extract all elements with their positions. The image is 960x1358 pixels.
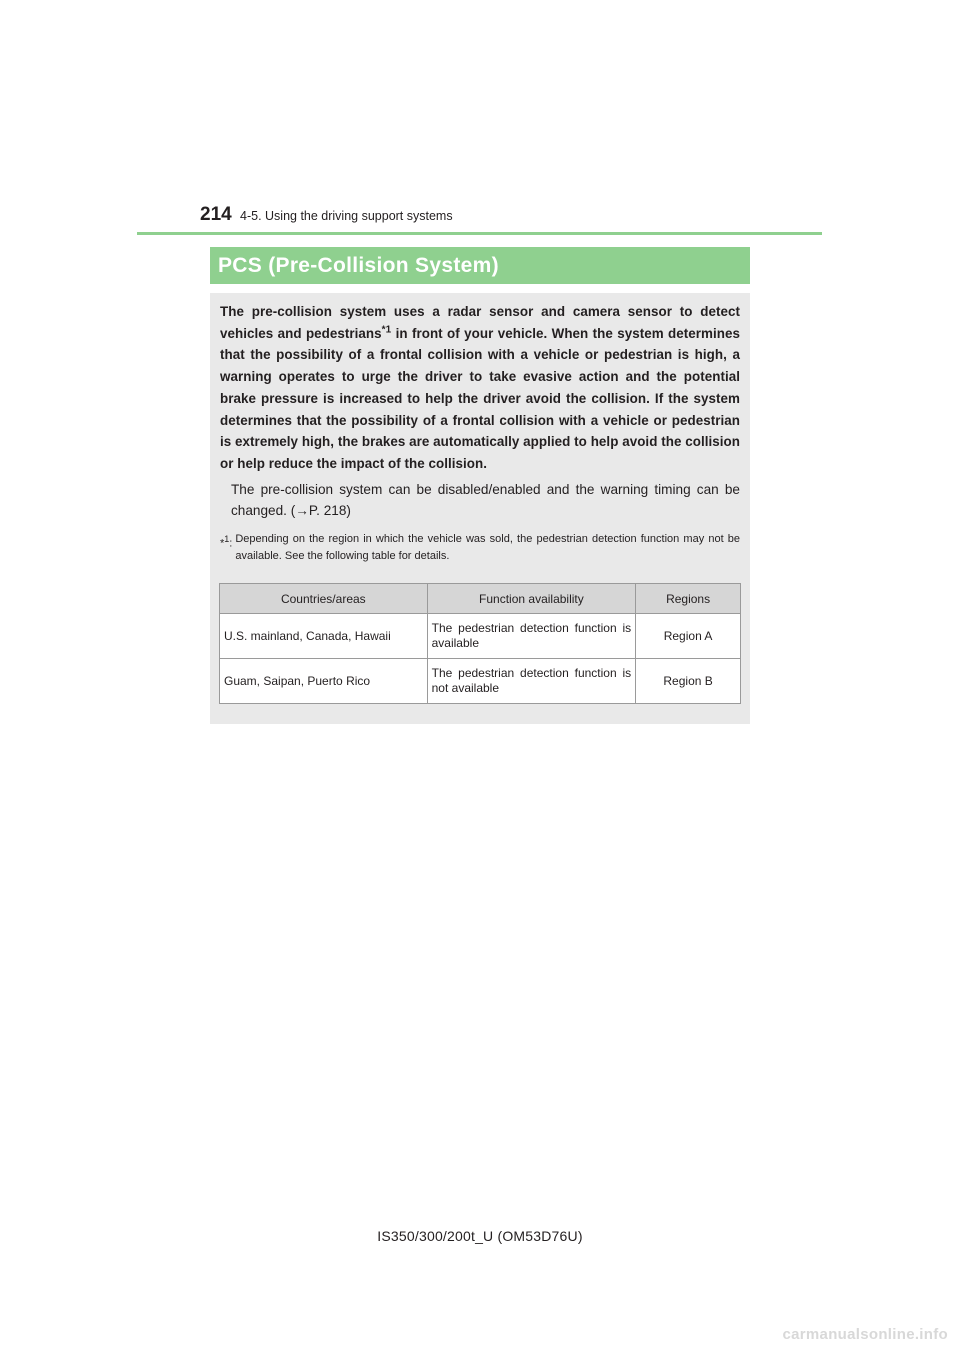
page-number: 214 (200, 204, 232, 225)
footnote-marker (220, 531, 235, 565)
cell-availability: The pedestrian detection function is not available (427, 659, 636, 704)
header-divider (137, 232, 822, 235)
intro-footnote-ref: *1 (381, 324, 392, 336)
cell-country: Guam, Saipan, Puerto Rico (220, 659, 428, 704)
footnote-number: 1 (224, 533, 230, 544)
table-row (220, 659, 741, 704)
cell-region: Region B (636, 659, 741, 704)
footer-model-code: IS350/300/200t_U (OM53D76U) (377, 1228, 583, 1244)
intro-text-part1: The pre-collision system uses a radar sensor and camera sensor to detect vehicles and pedestrians (220, 304, 740, 341)
footnote-colon: : (229, 537, 233, 550)
cell-availability: The pedestrian detection function is available (427, 614, 636, 659)
section-title: PCS (Pre-Collision System) (218, 253, 499, 277)
header-regions: Regions (636, 584, 741, 614)
footnote (220, 531, 740, 565)
table-row (220, 614, 741, 659)
footnote-text: Depending on the region in which the vehicle was sold, the pedestrian detection function may not be available. See the following table for details. (235, 532, 740, 562)
page-header (200, 204, 453, 226)
intro-paragraph (220, 301, 740, 475)
section-reference: 4-5. Using the driving support systems (240, 209, 453, 223)
region-table (219, 583, 741, 704)
cell-country: U.S. mainland, Canada, Hawaii (220, 614, 428, 659)
table-header-row (220, 584, 741, 614)
section-title-bar (210, 247, 750, 284)
watermark: carmanualsonline.info (782, 1326, 948, 1343)
footnote-star: * (220, 537, 225, 550)
intro-text-part2: in front of your vehicle. When the system determines that the possibility of a frontal collision with a vehicle or pedestrian is high, a warning operates to urge the driver to take evasive action and the potential brake pressure is increased to help the driver avoid the collision. If the system determines that the possibility of a frontal collision with a vehicle or pedestrian is extremely high, the brakes are automatically applied to help avoid the collision or help reduce the impact of the collision. (220, 325, 740, 471)
header-function-availability: Function availability (427, 584, 636, 614)
cell-region: Region A (636, 614, 741, 659)
header-countries: Countries/areas (220, 584, 428, 614)
content-panel (210, 293, 750, 724)
settings-note: The pre-collision system can be disabled/enabled and the warning timing can be changed. (→P. 218) (231, 481, 740, 519)
